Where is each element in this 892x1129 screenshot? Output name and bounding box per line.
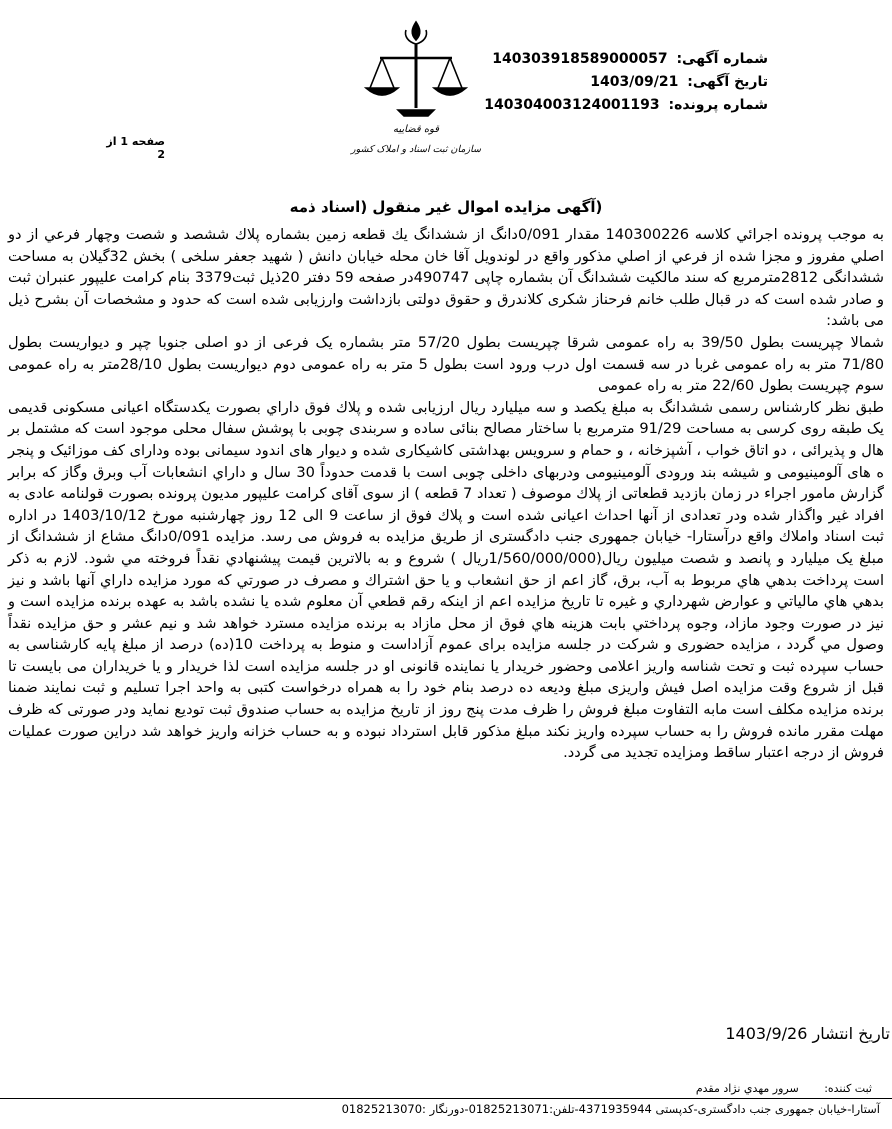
footer-divider (0, 1098, 892, 1099)
ad-date: 1403/09/21 (590, 74, 679, 90)
judiciary-scales-emblem-icon (346, 16, 486, 164)
publish-date: 1403/9/26 (725, 1024, 808, 1043)
file-number-label: شماره پرونده: (668, 97, 768, 113)
body-paragraph: طبق نظر كارشناس رسمی ششدانگ به مبلغ يكصد و سه ميليارد ريال ارزيابی شده و پلاك فوق داراي بصورت يكدستگاه اعيانی مسكونی قديمی يک طبقه روی كرسی به مساحت 91/29 مترمربع با ساختار مصالح بنائی ساده و سربندی چوبی با پوشش سفال محلی موجود است كه مشتمل بر هال و پذيرائی ، دو اتاق خواب ، آشپزخانه ، و حمام و سرويس بهداشتی كاشيكاری شده و ديوار های اندود سيمانی بوده ودارای كف موزائيک و پنجر ه های آلومينيومی و شيشه بند ورودی آلومينيومی ودربهای داخلی چوبی است با قدمت حدوداً 30 سال و داراي انشعابات آب وبرق وگاز كه برابر گزارش مامور اجراء در زمان بازديد قطعاتی از پلاك موصوف ( تعداد 7 قطعه ) از سوی آقای كرامت عليپور مديون پرونده بصورت قولنامه عادی به افراد غير واگذار شده ودر تعدادی از آنها احداث اعيانی شده است و پلاك فوق از ساعت 9 الی 12 روز چهارشنبه مورخ 1403/10/12 در اداره ثبت اسناد واملاك واقع درآستارا- خيابان جمهوری جنب دادگستری از طريق مزايده به فروش می رسد. مزايده 0/091دانگ مشاع از ششدانگ از مبلغ يک ميليارد و پانصد و شصت ميليون ريال(1/560/000/000ريال ) شروع و به بالاترين قيمت پيشنهادي نقداً فروخته مي شود. لازم به ذكر است پرداخت بدهي هاي مربوط به آب، برق، گاز اعم از حق انشعاب و يا حق اشتراك و مصرف در صورتي كه مورد مزايده داراي آنها باشد و نيز بدهي هاي مالياتي و عوارض شهرداري و غيره تا تاريخ مزايده اعم از اينكه رقم قطعي آن معلوم شده يا نشده باشد به عهده برنده مزايده است و نيز در صورت وجود مازاد، وجوه پرداختي بابت هزينه هاي فوق از محل مازاد به برنده مزايده مسترد خواهد شد و نيم عشر و حق مزايده نقداً وصول مي گردد ، مزايده حضوری و شركت در جلسه مزايده برای عموم آزاداست و منوط به پرداخت 10(ده) درصد از مبلغ پايه كارشناسی به حساب سپرده ثبت و تحت شناسه واريز اعلامی وحضور خريدار يا نماينده قانونی او در جلسه مزايده است لذا خريدار و يا خريداران می بايست تا قبل از شروع وقت مزايده اصل فيش واريزی مبلغ وديعه ده درصد بنام خود را به همراه درخواست كتبی به واحد اجرا تسليم و ثبت نمايند ضمنا برنده مزايده مكلف است مابه التفاوت مبلغ فروش را ظرف مدت پنج روز از تاريخ مزايده به حساب صندوق ثبت توديع نمايد ودر صورتی كه ظرف مهلت مقرر مانده فروش را به حساب سپرده واريز نكند مبلغ مذكور قابل استرداد نبوده و به حساب خزانه واريز خواهد شد دراين صورت عمليات فروش از درجه اعتبار ساقط ومزايده تجديد می گردد. (8, 398, 884, 762)
notice-body (8, 224, 884, 764)
emblem-line2: سازمان ثبت اسناد و املاک کشور (351, 144, 481, 155)
ad-date-label: تاریخ آگهی: (687, 74, 768, 90)
ad-number-label: شماره آگهی: (676, 51, 768, 67)
notice-title: (آگهی مزایده اموال غیر منقول (اسناد ذمه (289, 198, 603, 216)
issuer-name: سرور مهدي نژاد مقدم (695, 1082, 799, 1095)
issuer-label: ثبت كننده: (824, 1082, 872, 1095)
publish-label: تاریخ انتشار (812, 1024, 890, 1043)
publish-date-line (560, 1024, 890, 1043)
file-number: 140304003124001193 (484, 97, 660, 113)
ad-number: 140303918589000057 (492, 51, 668, 67)
ad-date-row (468, 71, 768, 94)
body-paragraph: به موجب پرونده اجرائي كلاسه 140300226 مقدار 0/091دانگ از ششدانگ يك قطعه زمين بشماره پلاك ششصد و شصت وچهار فرعي از دو اصلي مفروز و مجزا شده از فرعي از اصلي مذكور واقع در لوندويل آقا خان محله خيابان دانش ( شهيد جعفر سلخی ) بخش 32گيلان به مساحت ششدانگی 2812مترمربع كه سند مالكيت ششدانگ آن بشماره چاپی 490747در صفحه 59 دفتر 20ذيل ثبت3379 بنام كرامت عليپور عنبران ثبت و صادر شده است كه در قبال طلب خانم فرحناز شكری كلاندرق و حقوق دولتی بازداشت وارزيابی شده است كه حدود و مشخصات آن بشرح ذيل می باشد: (8, 226, 885, 330)
page-indicator: صفحه 1 از 2 (106, 135, 165, 161)
issuer-line (520, 1082, 872, 1095)
file-number-row (468, 94, 768, 117)
office-address: آستارا-خیابان جمهوری جنب دادگستری-کدپستی 4371935944-تلفن:01825213071-دورنگار :01825213070 (341, 1102, 880, 1116)
emblem-line1: قوه قضاییه (392, 124, 440, 135)
ad-metadata (468, 48, 768, 117)
body-paragraph: شمالا چپريست بطول 39/50 به راه عمومی شرقا چپريست بطول 57/20 متر بشماره يک فرعی از دو اصلی جنوبا چپر و ديواريست بطول 71/80 متر به راه عمومی غربا در سه قسمت اول درب ورود است بطول 5 متر به راه عمومی دوم ديواريست بطول 28/10متر به راه عمومی سوم چپريست بطول 22/60 متر به راه عمومی (8, 333, 884, 395)
ad-number-row (468, 48, 768, 71)
